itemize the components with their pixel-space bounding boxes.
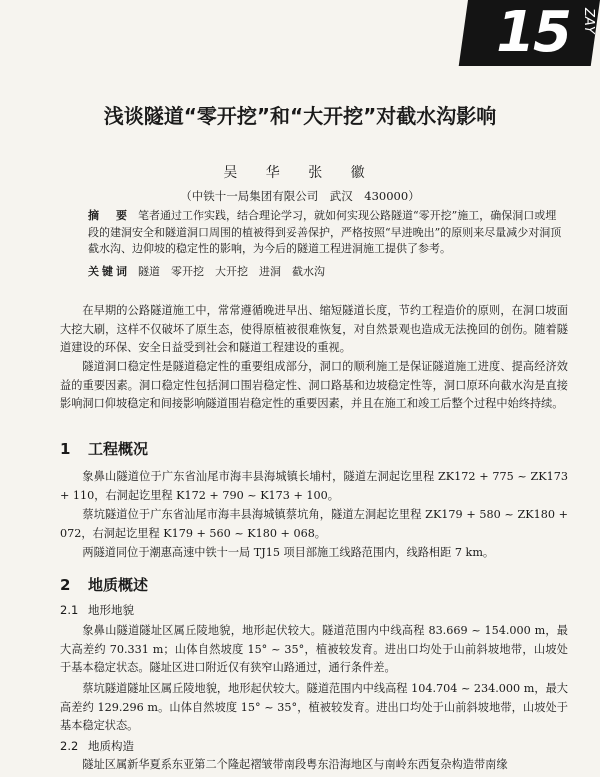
- section-1-paragraph-2: 蔡坑隧道位于广东省汕尾市海丰县海城镇蔡坑角，隧道左洞起讫里程 ZK179 + 580 ~ ZK180 + 072，右洞起讫里程 K179 + 560 ~ K180 + 068。: [60, 508, 568, 540]
- abstract-label: 摘 要: [88, 209, 130, 222]
- subsection-2-2-heading: [60, 738, 134, 754]
- subsection-2-2-paragraph-1: 隧址区属新华夏系东亚第二个隆起褶皱带南段粤东沿海地区与南岭东西复杂构造带南缘: [82, 758, 508, 771]
- page-number: 15: [496, 0, 570, 65]
- section-2-number: 2: [60, 576, 71, 594]
- subsection-2-1-paragraph-1: 象鼻山隧道隧址区属丘陵地貌，地形起伏较大。隧道范围内中线高程 83.669 ~ 154.000 m，最大高差约 70.331 m；山体自然坡度 15° ~ 35°，植被较发育。进出口均处于山前斜坡地带，山坡处于基本稳定状态。隧址区进口附近仅有狭窄山路通过，通行条件差。: [60, 624, 568, 674]
- subsection-2-1-heading: [60, 602, 134, 618]
- paper-title: 浅谈隧道“零开挖”和“大开挖”对截水沟影响: [103, 104, 497, 128]
- affiliation: （中铁十一局集团有限公司 武汉 430000）: [180, 189, 420, 203]
- section-2-title: 地质概述: [88, 576, 149, 594]
- keywords: [88, 264, 562, 281]
- subsection-2-2-number: 2.2: [60, 739, 79, 753]
- section-1-paragraph-3: 两隧道同位于潮惠高速中铁十一局 TJ15 项目部施工线路范围内，线路相距 7 km。: [82, 546, 495, 559]
- intro-paragraph-2: 隧道洞口稳定性是隧道稳定性的重要组成部分，洞口的顺利施工是保证隧道施工进度、提高经济效益的重要因素。洞口稳定性包括洞口围岩稳定性、洞口路基和边坡稳定性等，洞口原环向截水沟是直接影响洞口仰坡稳定和间接影响隧道围岩稳定性的重要因素，并且在施工和竣工后整个过程中始终持续。: [60, 360, 568, 410]
- section-1-heading: [60, 438, 148, 459]
- section-1-title: 工程概况: [88, 440, 149, 458]
- subsection-2-1-number: 2.1: [60, 603, 79, 617]
- abstract: [88, 208, 562, 258]
- section-1-number: 1: [60, 440, 71, 458]
- subsection-2-1-title: 地形地貌: [88, 603, 134, 617]
- keywords-text: 隧道 零开挖 大开挖 进洞 截水沟: [138, 265, 325, 278]
- subsection-2-1-paragraph-2: 蔡坑隧道隧址区属丘陵地貌，地形起伏较大。隧道范围内中线高程 104.704 ~ 234.000 m，最大高差约 129.296 m。山体自然坡度 15° ~ 35°，植被较发育。进出口均处于山前斜坡地带，山坡处于基本稳定状态。: [60, 682, 568, 732]
- subsection-2-2-title: 地质构造: [88, 739, 134, 753]
- section-1-paragraph-1: 象鼻山隧道位于广东省汕尾市海丰县海城镇长埔村，隧道左洞起讫里程 ZK172 + 775 ~ ZK173 + 110，右洞起讫里程 K172 + 790 ~ K173 + 100。: [60, 470, 568, 502]
- abstract-text: 笔者通过工作实践，结合理论学习，就如何实现公路隧道“零开挖”施工，确保洞口或埋段的建洞安全和隧道洞口周围的植被得到妥善保护，严格按照“早进晚出”的原则来尽量减少对洞顶截水沟、边仰坡的稳定性的影响，为今后的隧道工程进洞施工提供了参考。: [88, 209, 562, 255]
- keywords-label: 关键词: [88, 265, 130, 278]
- section-2-heading: [60, 574, 148, 595]
- authors: 吴 华 张 徽: [223, 165, 377, 181]
- intro-paragraph-1: 在早期的公路隧道施工中，常常遵循晚进早出、缩短隧道长度，节约工程造价的原则，在洞口坡面大挖大刷，这样不仅破坏了原生态，使得原植被很难恢复，对自然景观也造成无法挽回的创伤。随着隧道建设的环保、安全日益受到社会和隧道工程建设的重视。: [60, 304, 568, 354]
- page-side-text: ZAY: [581, 8, 596, 34]
